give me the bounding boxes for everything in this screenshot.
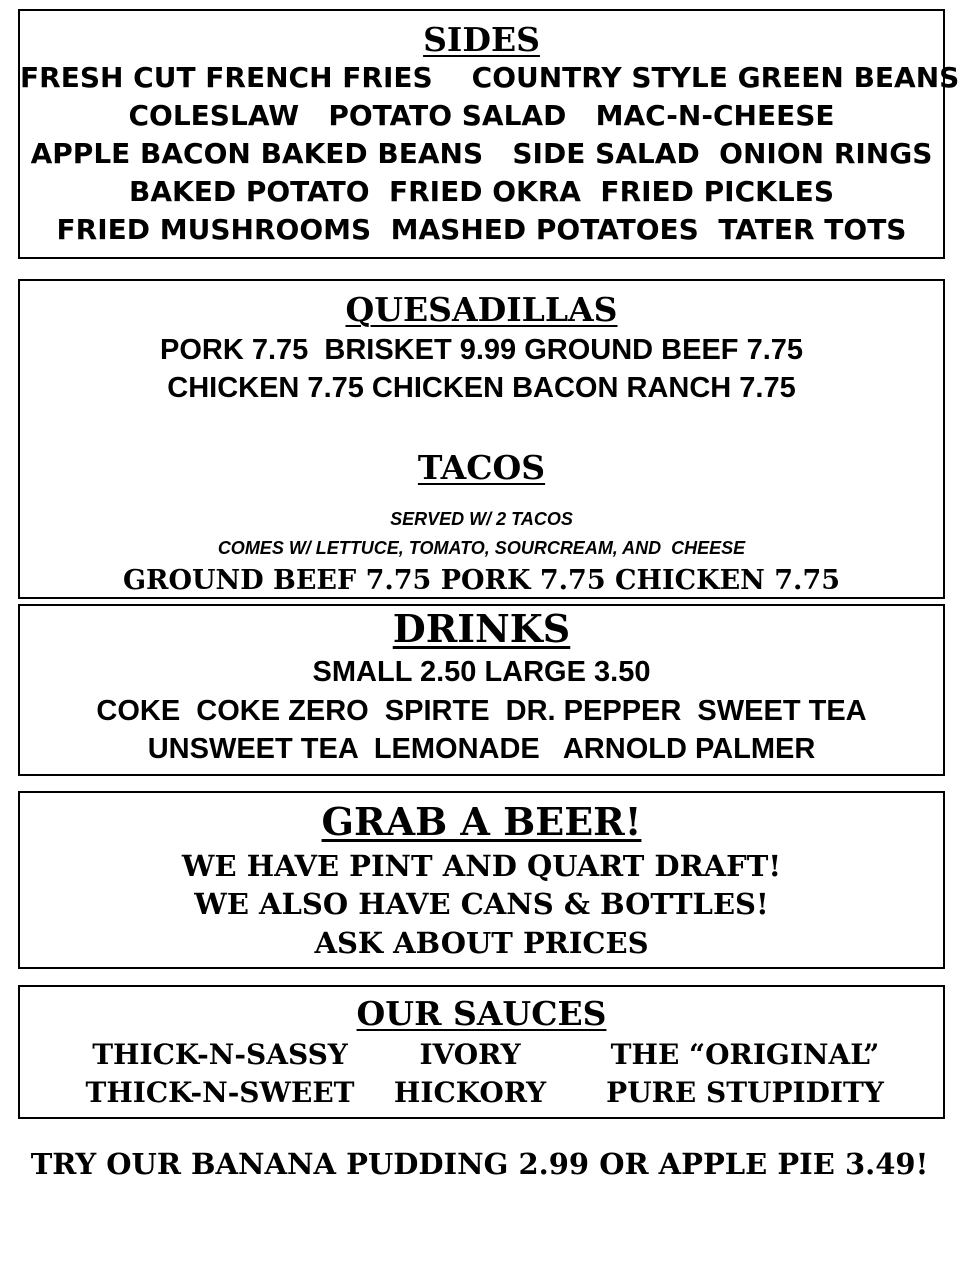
sides-line-5: FRIED MUSHROOMS MASHED POTATOES TATER TOTS	[56, 213, 907, 246]
sauce-the-original: THE “ORIGINAL”	[610, 1038, 880, 1071]
beer-line-1: WE HAVE PINT AND QUART DRAFT!	[181, 849, 782, 883]
quesadillas-line-1: PORK 7.75 BRISKET 9.99 GROUND BEEF 7.75	[159, 334, 804, 366]
beer-line-2: WE ALSO HAVE CANS & BOTTLES!	[194, 887, 769, 921]
sauces-title: OUR SAUCES	[356, 994, 607, 1033]
sides-line-1: FRESH CUT FRENCH FRIES COUNTRY STYLE GREEN BEANS	[20, 61, 959, 94]
sauce-ivory: IVORY	[419, 1038, 521, 1071]
tacos-note-toppings: COMES W/ LETTUCE, TOMATO, SOURCREAM, AND CHEESE	[217, 538, 746, 558]
sides-line-4: BAKED POTATO FRIED OKRA FRIED PICKLES	[129, 175, 834, 208]
drinks-sizes: SMALL 2.50 LARGE 3.50	[312, 656, 651, 688]
quesadillas-title: QUESADILLAS	[345, 290, 618, 329]
sides-title: SIDES	[423, 20, 540, 59]
quesadillas-tacos-section	[18, 279, 945, 599]
tacos-note-served: SERVED W/ 2 TACOS	[390, 509, 573, 529]
sauce-thick-n-sweet: THICK-N-SWEET	[85, 1076, 355, 1109]
sauce-thick-n-sassy: THICK-N-SASSY	[92, 1038, 348, 1071]
sauce-hickory: HICKORY	[393, 1076, 547, 1109]
drinks-line-1: COKE COKE ZERO SPIRTE DR. PEPPER SWEET TEA	[96, 695, 867, 727]
tacos-items: GROUND BEEF 7.75 PORK 7.75 CHICKEN 7.75	[122, 565, 841, 596]
sauces-section	[18, 985, 945, 1119]
sides-line-2: COLESLAW POTATO SALAD MAC-N-CHEESE	[128, 99, 835, 132]
quesadillas-line-2: CHICKEN 7.75 CHICKEN BACON RANCH 7.75	[167, 372, 796, 404]
desserts-footer: TRY OUR BANANA PUDDING 2.99 OR APPLE PIE 3.49!	[30, 1147, 929, 1181]
drinks-title: DRINKS	[392, 606, 571, 651]
beer-line-3: ASK ABOUT PRICES	[314, 926, 649, 960]
tacos-title: TACOS	[417, 448, 546, 487]
beer-section	[18, 791, 945, 969]
drinks-line-2: UNSWEET TEA LEMONADE ARNOLD PALMER	[147, 733, 816, 765]
sides-line-3: APPLE BACON BAKED BEANS SIDE SALAD ONION RINGS	[30, 137, 933, 170]
beer-title: GRAB A BEER!	[321, 799, 642, 844]
sides-section	[18, 9, 959, 259]
drinks-section	[18, 604, 945, 776]
sauce-pure-stupidity: PURE STUPIDITY	[606, 1076, 884, 1109]
